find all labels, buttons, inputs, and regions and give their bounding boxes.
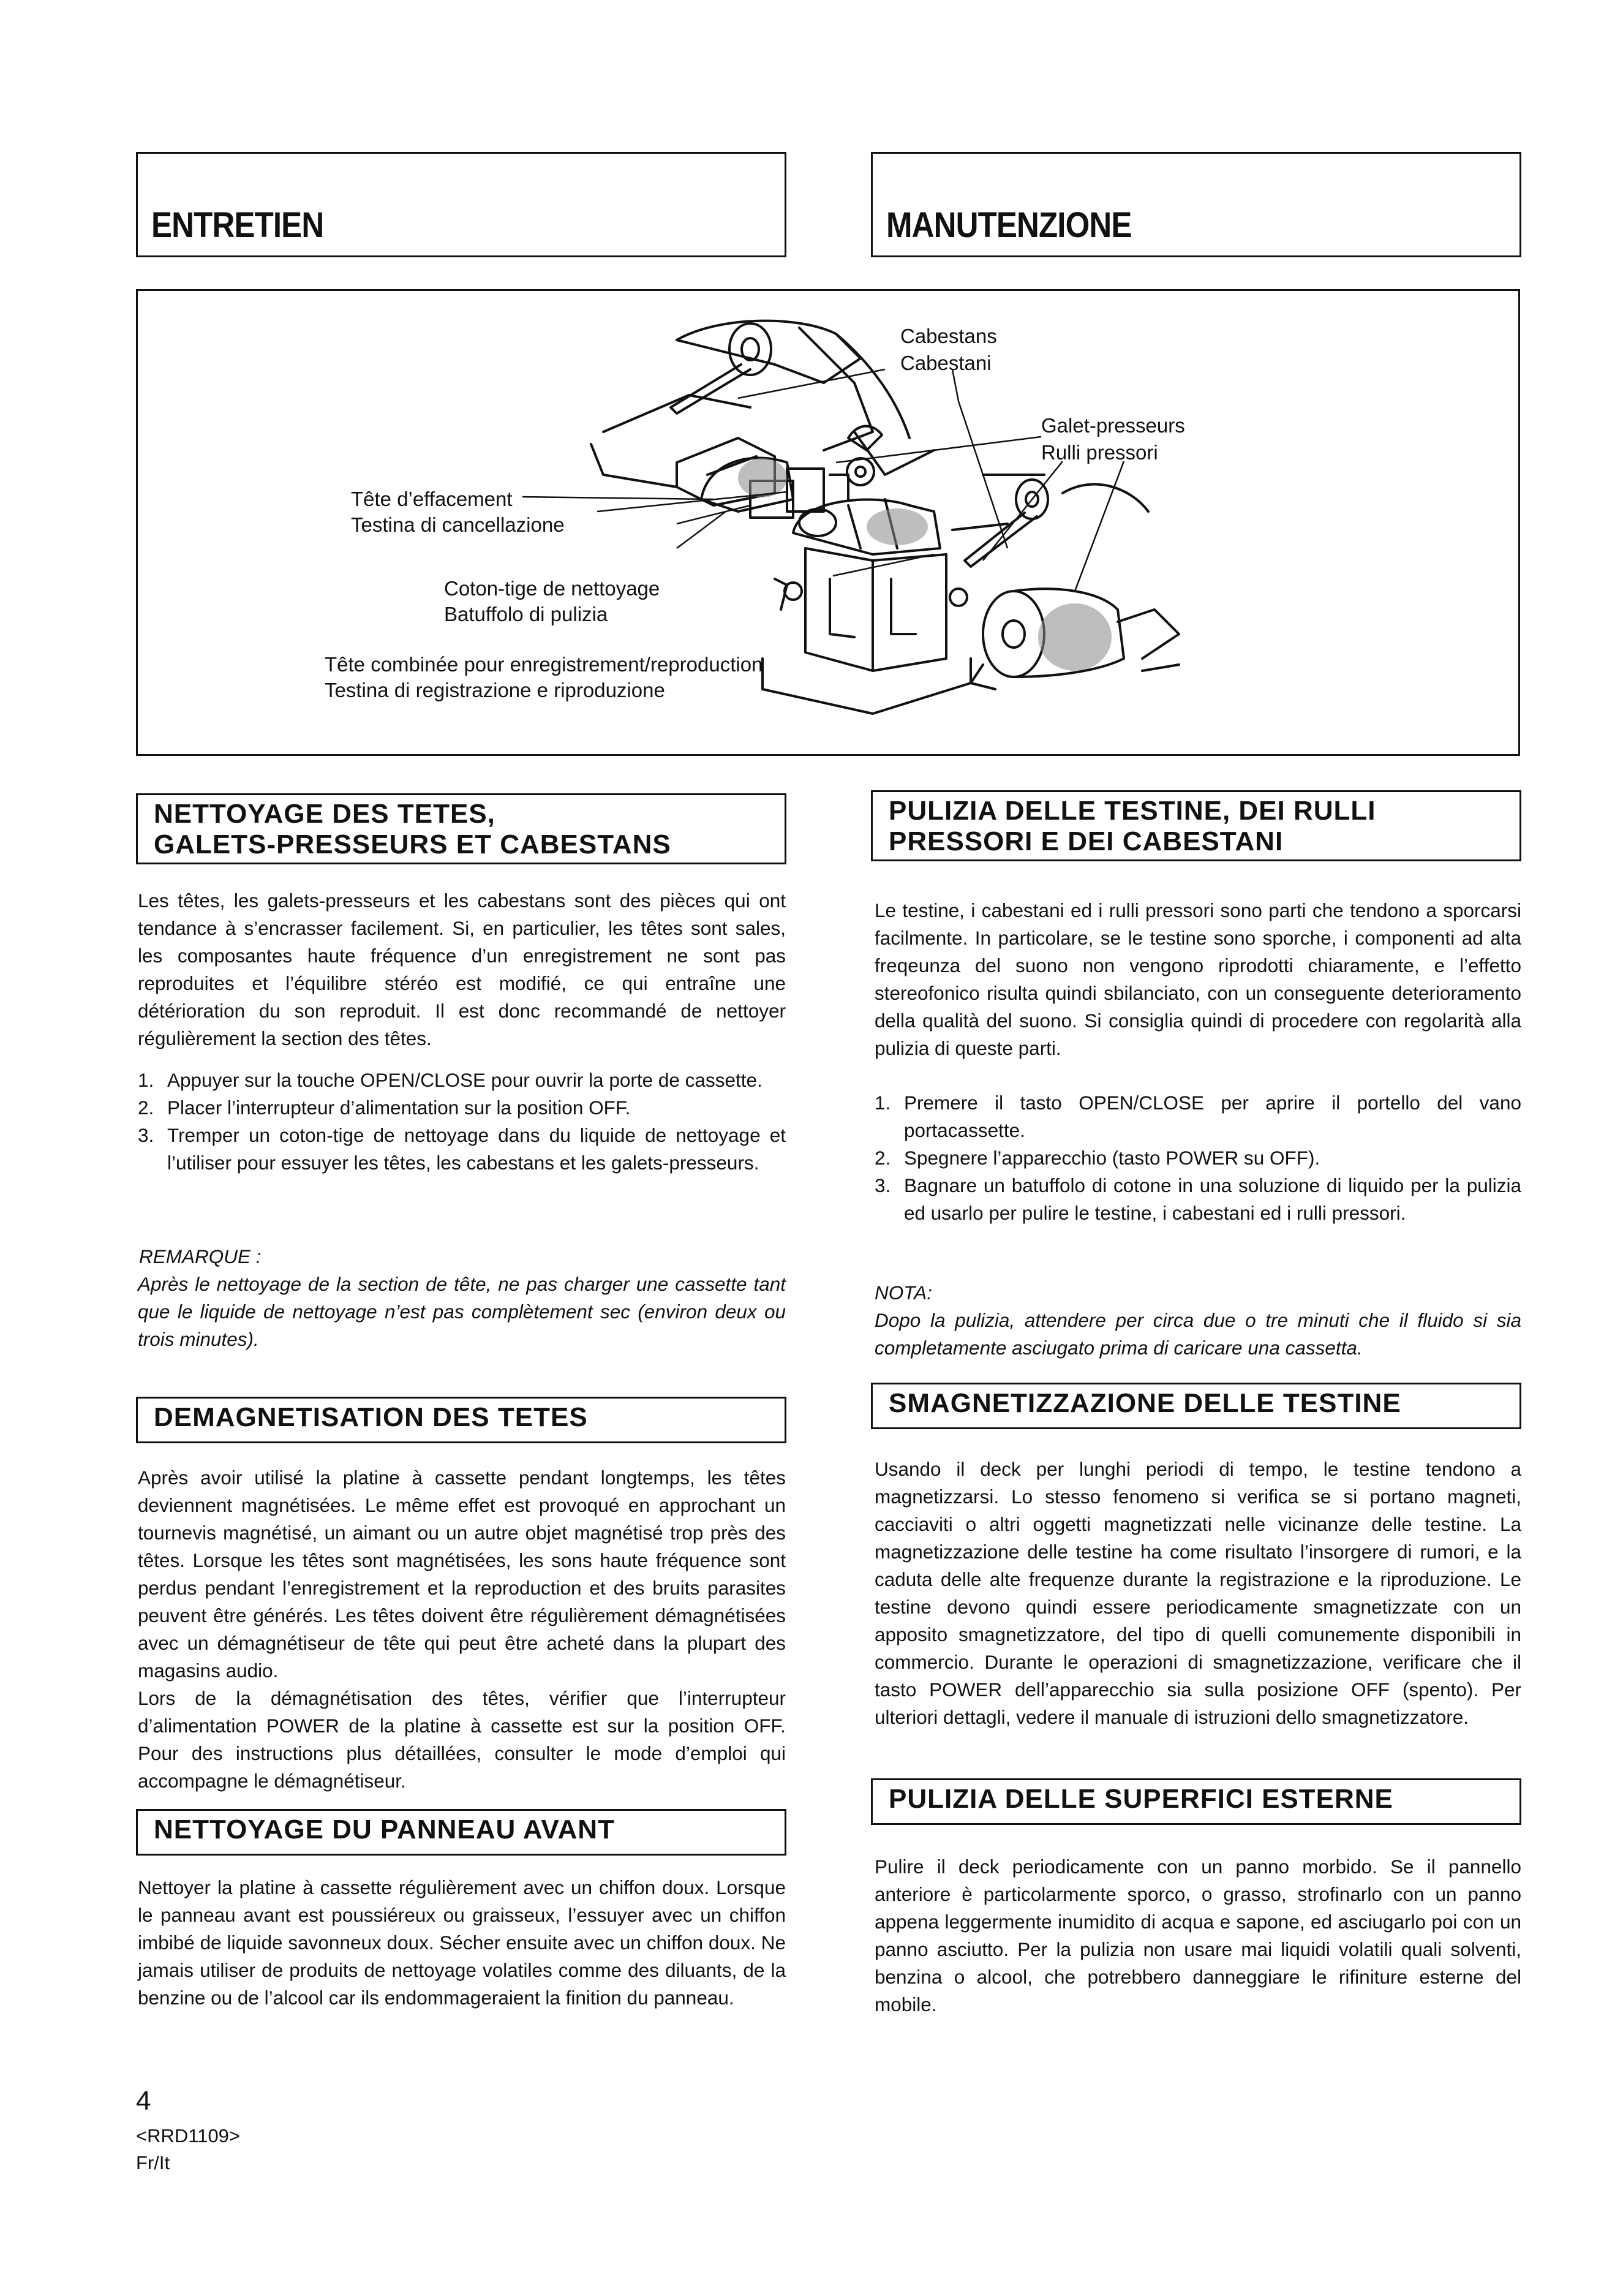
paragraph-it-2-text: Usando il deck per lunghi periodi di tempo, le testine tendono a magnetizzarsi. Lo stesso fenomeno si verifica se si portano magneti, cacciaviti o altri oggetti magnetizzati nelle vicinanze delle testine. La magnetizzazione delle testine ha come risultato l’insorgere di rumori, e la caduta delle alte frequenze durante la registrazione e la riproduzione. Le testine devono quindi essere periodicamente smagnetizzate con un apposito smagnetizzatore, del tipo di quelli comunemente disponibili in commercio. Durante le operazioni di smagnetizzazione, verificare che il tasto POWER dell’apparecchio sia sulla posizione OFF (spento). Per ulteriori dettagli, vedere il manuale di istruzioni dello smagnetizzatore. bbox=[875, 1458, 1521, 1728]
label-cabestani: Cabestani bbox=[900, 352, 992, 374]
label-coton-tige: Coton-tige de nettoyage bbox=[444, 577, 660, 600]
document-code: <RRD1109> bbox=[136, 2125, 241, 2147]
step-text: Appuyer sur la touche OPEN/CLOSE pour ouvrir la porte de cassette. bbox=[167, 1069, 763, 1091]
paragraph-fr-1 bbox=[138, 887, 786, 1052]
paragraph-fr-2 bbox=[138, 1464, 786, 1795]
paragraph-it-3-text: Pulire il deck periodicamente con un panno morbido. Se il pannello anteriore è particolarmente sporco, o grasso, strofinarlo con un panno appena leggermente inumidito di acqua e sapone, ed asciugarlo poi con un panno asciutto. Per la pulizia non usare mai liquidi volatili quali solventi, benzina o alcool, che potrebbero danneggiare le rifiniture esterne del mobile. bbox=[875, 1856, 1521, 2015]
section-title-it-3-text: PULIZIA DELLE SUPERFICI ESTERNE bbox=[889, 1784, 1393, 1814]
header-box-it bbox=[871, 152, 1521, 257]
page-number: 4 bbox=[136, 2086, 151, 2116]
step-text: Placer l’interrupteur d’alimentation sur la position OFF. bbox=[167, 1097, 631, 1119]
label-tete-combinee: Tête combinée pour enregistrement/reproduction bbox=[325, 653, 763, 676]
page-title-it: MANUTENZIONE bbox=[886, 205, 1132, 245]
step-number: 2. bbox=[138, 1097, 154, 1119]
section-title-fr-2 bbox=[136, 1397, 786, 1443]
section-title-fr-2-text: DEMAGNETISATION DES TETES bbox=[154, 1402, 588, 1432]
label-cabestans: Cabestans bbox=[900, 325, 997, 347]
paragraph-it-2 bbox=[875, 1456, 1521, 1731]
step-text: Spegnere l’apparecchio (tasto POWER su OFF). bbox=[904, 1147, 1320, 1169]
cassette-mechanism-figure bbox=[136, 289, 1520, 756]
label-testina-cancellazione: Testina di cancellazione bbox=[351, 513, 565, 536]
label-rulli-pressori: Rulli pressori bbox=[1041, 441, 1158, 464]
paragraph-fr-1-text: Les têtes, les galets-presseurs et les cabestans sont des pièces qui ont tendance à s’encrasser facilement. Si, en particulier, les têtes sont sales, les composantes haute fréquence d’un enregistrement ne sont pas reproduites et l’équilibre stéréo est modifié, ce qui entraîne une détérioration du son reproduit. Il est donc recommandé de nettoyer régulièrement la section des têtes. bbox=[138, 889, 786, 1049]
label-galet-presseurs: Galet-presseurs bbox=[1041, 414, 1185, 437]
section-title-it-1-line1: PULIZIA DELLE TESTINE, DEI RULLI bbox=[889, 796, 1376, 826]
section-title-it-2-text: SMAGNETIZZAZIONE DELLE TESTINE bbox=[889, 1388, 1401, 1418]
steps-list-fr bbox=[138, 1067, 786, 1177]
header-box-fr bbox=[136, 152, 786, 257]
list-item bbox=[875, 1089, 1521, 1144]
note-title-it: NOTA: bbox=[875, 1282, 932, 1304]
paragraph-it-1 bbox=[875, 897, 1521, 1062]
step-number: 1. bbox=[875, 1092, 891, 1114]
list-item bbox=[138, 1094, 786, 1122]
list-item bbox=[875, 1172, 1521, 1227]
step-number: 3. bbox=[138, 1124, 154, 1146]
list-item bbox=[875, 1144, 1521, 1172]
step-number: 1. bbox=[138, 1069, 154, 1091]
section-title-it-1-line2: PRESSORI E DEI CABESTANI bbox=[889, 826, 1284, 856]
label-testina-registrazione: Testina di registrazione e riproduzione bbox=[325, 679, 665, 701]
section-title-fr-1-line2: GALETS-PRESSEURS ET CABESTANS bbox=[154, 829, 671, 859]
label-batuffolo: Batuffolo di pulizia bbox=[444, 603, 608, 625]
paragraph-it-3 bbox=[875, 1853, 1521, 2018]
paragraph-fr-3 bbox=[138, 1874, 786, 2012]
list-item bbox=[138, 1122, 786, 1177]
section-title-it-1 bbox=[871, 790, 1521, 861]
note-text-it: Dopo la pulizia, attendere per circa due o tre minuti che il fluido si sia completamente asciugato prima di caricare una cassetta. bbox=[875, 1309, 1521, 1359]
note-title-fr: REMARQUE : bbox=[139, 1245, 262, 1267]
note-it bbox=[875, 1279, 1521, 1362]
section-title-fr-3 bbox=[136, 1809, 786, 1856]
note-text-fr: Après le nettoyage de la section de tête, ne pas charger une cassette tant que le liquide de nettoyage n’est pas complètement sec (environ deux ou trois minutes). bbox=[138, 1273, 786, 1350]
paragraph-fr-2b: Lors de la démagnétisation des têtes, vérifier que l’interrupteur d’alimentation POWER de la platine à cassette est sur la position OFF. Pour des instructions plus détaillées, consulter le mode d’emploi qui accompagne le démagnétiseur. bbox=[138, 1687, 786, 1792]
section-title-fr-1-line1: NETTOYAGE DES TETES, bbox=[154, 799, 495, 829]
list-item bbox=[138, 1067, 786, 1094]
section-title-it-2 bbox=[871, 1383, 1521, 1429]
label-tete-effacement: Tête d’effacement bbox=[351, 488, 513, 510]
step-number: 3. bbox=[875, 1174, 891, 1196]
step-text: Tremper un coton-tige de nettoyage dans du liquide de nettoyage et l’utiliser pour essuyer les têtes, les cabestans et les galets-presseurs. bbox=[167, 1124, 786, 1174]
section-title-fr-1 bbox=[136, 793, 786, 864]
note-fr bbox=[138, 1243, 786, 1353]
step-text: Premere il tasto OPEN/CLOSE per aprire il portello del vano portacassette. bbox=[904, 1092, 1521, 1141]
step-number: 2. bbox=[875, 1147, 891, 1169]
section-title-fr-3-text: NETTOYAGE DU PANNEAU AVANT bbox=[154, 1815, 615, 1845]
paragraph-fr-2a: Après avoir utilisé la platine à cassette pendant longtemps, les têtes deviennent magnétisées. Le même effet est provoqué en approchant un tournevis magnétisé, un aimant ou un autre objet magnétisé trop près des têtes. Lorsque les têtes sont magnétisées, les sons haute fréquence sont perdus pendant l’enregistrement et la reproduction et des bruits parasites peuvent être générés. Les têtes doivent être régulièrement démagnétisées avec un démagnétiseur de tête qui peut être acheté dans la plupart des magasins audio. bbox=[138, 1467, 786, 1682]
section-title-it-3 bbox=[871, 1778, 1521, 1825]
language-code: Fr/It bbox=[136, 2152, 170, 2173]
page-title-fr: ENTRETIEN bbox=[151, 205, 324, 245]
step-text: Bagnare un batuffolo di cotone in una soluzione di liquido per la pulizia ed usarlo per pulire le testine, i cabestani ed i rulli pressori. bbox=[904, 1174, 1521, 1224]
steps-list-it bbox=[875, 1089, 1521, 1227]
paragraph-it-1-text: Le testine, i cabestani ed i rulli pressori sono parti che tendono a sporcarsi facilmente. In particolare, se le testine sono sporche, i componenti ad alta freqeunza del suono non vengono riprodotti chiaramente, e l’effetto stereofonico risulta quindi sbilanciato, con un conseguente deterioramento della qualità del suono. Si consiglia quindi di procedere con regolarità alla pulizia di queste parti. bbox=[875, 899, 1521, 1059]
paragraph-fr-3-text: Nettoyer la platine à cassette régulièrement avec un chiffon doux. Lorsque le panneau avant est poussiéreux ou graisseux, l’essuyer avec un chiffon imbibé de liquide savonneux doux. Sécher ensuite avec un chiffon doux. Ne jamais utiliser de produits de nettoyage volatiles comme des diluants, de la benzine ou de l’alcool car ils endommageraient la finition du panneau. bbox=[138, 1876, 786, 2009]
